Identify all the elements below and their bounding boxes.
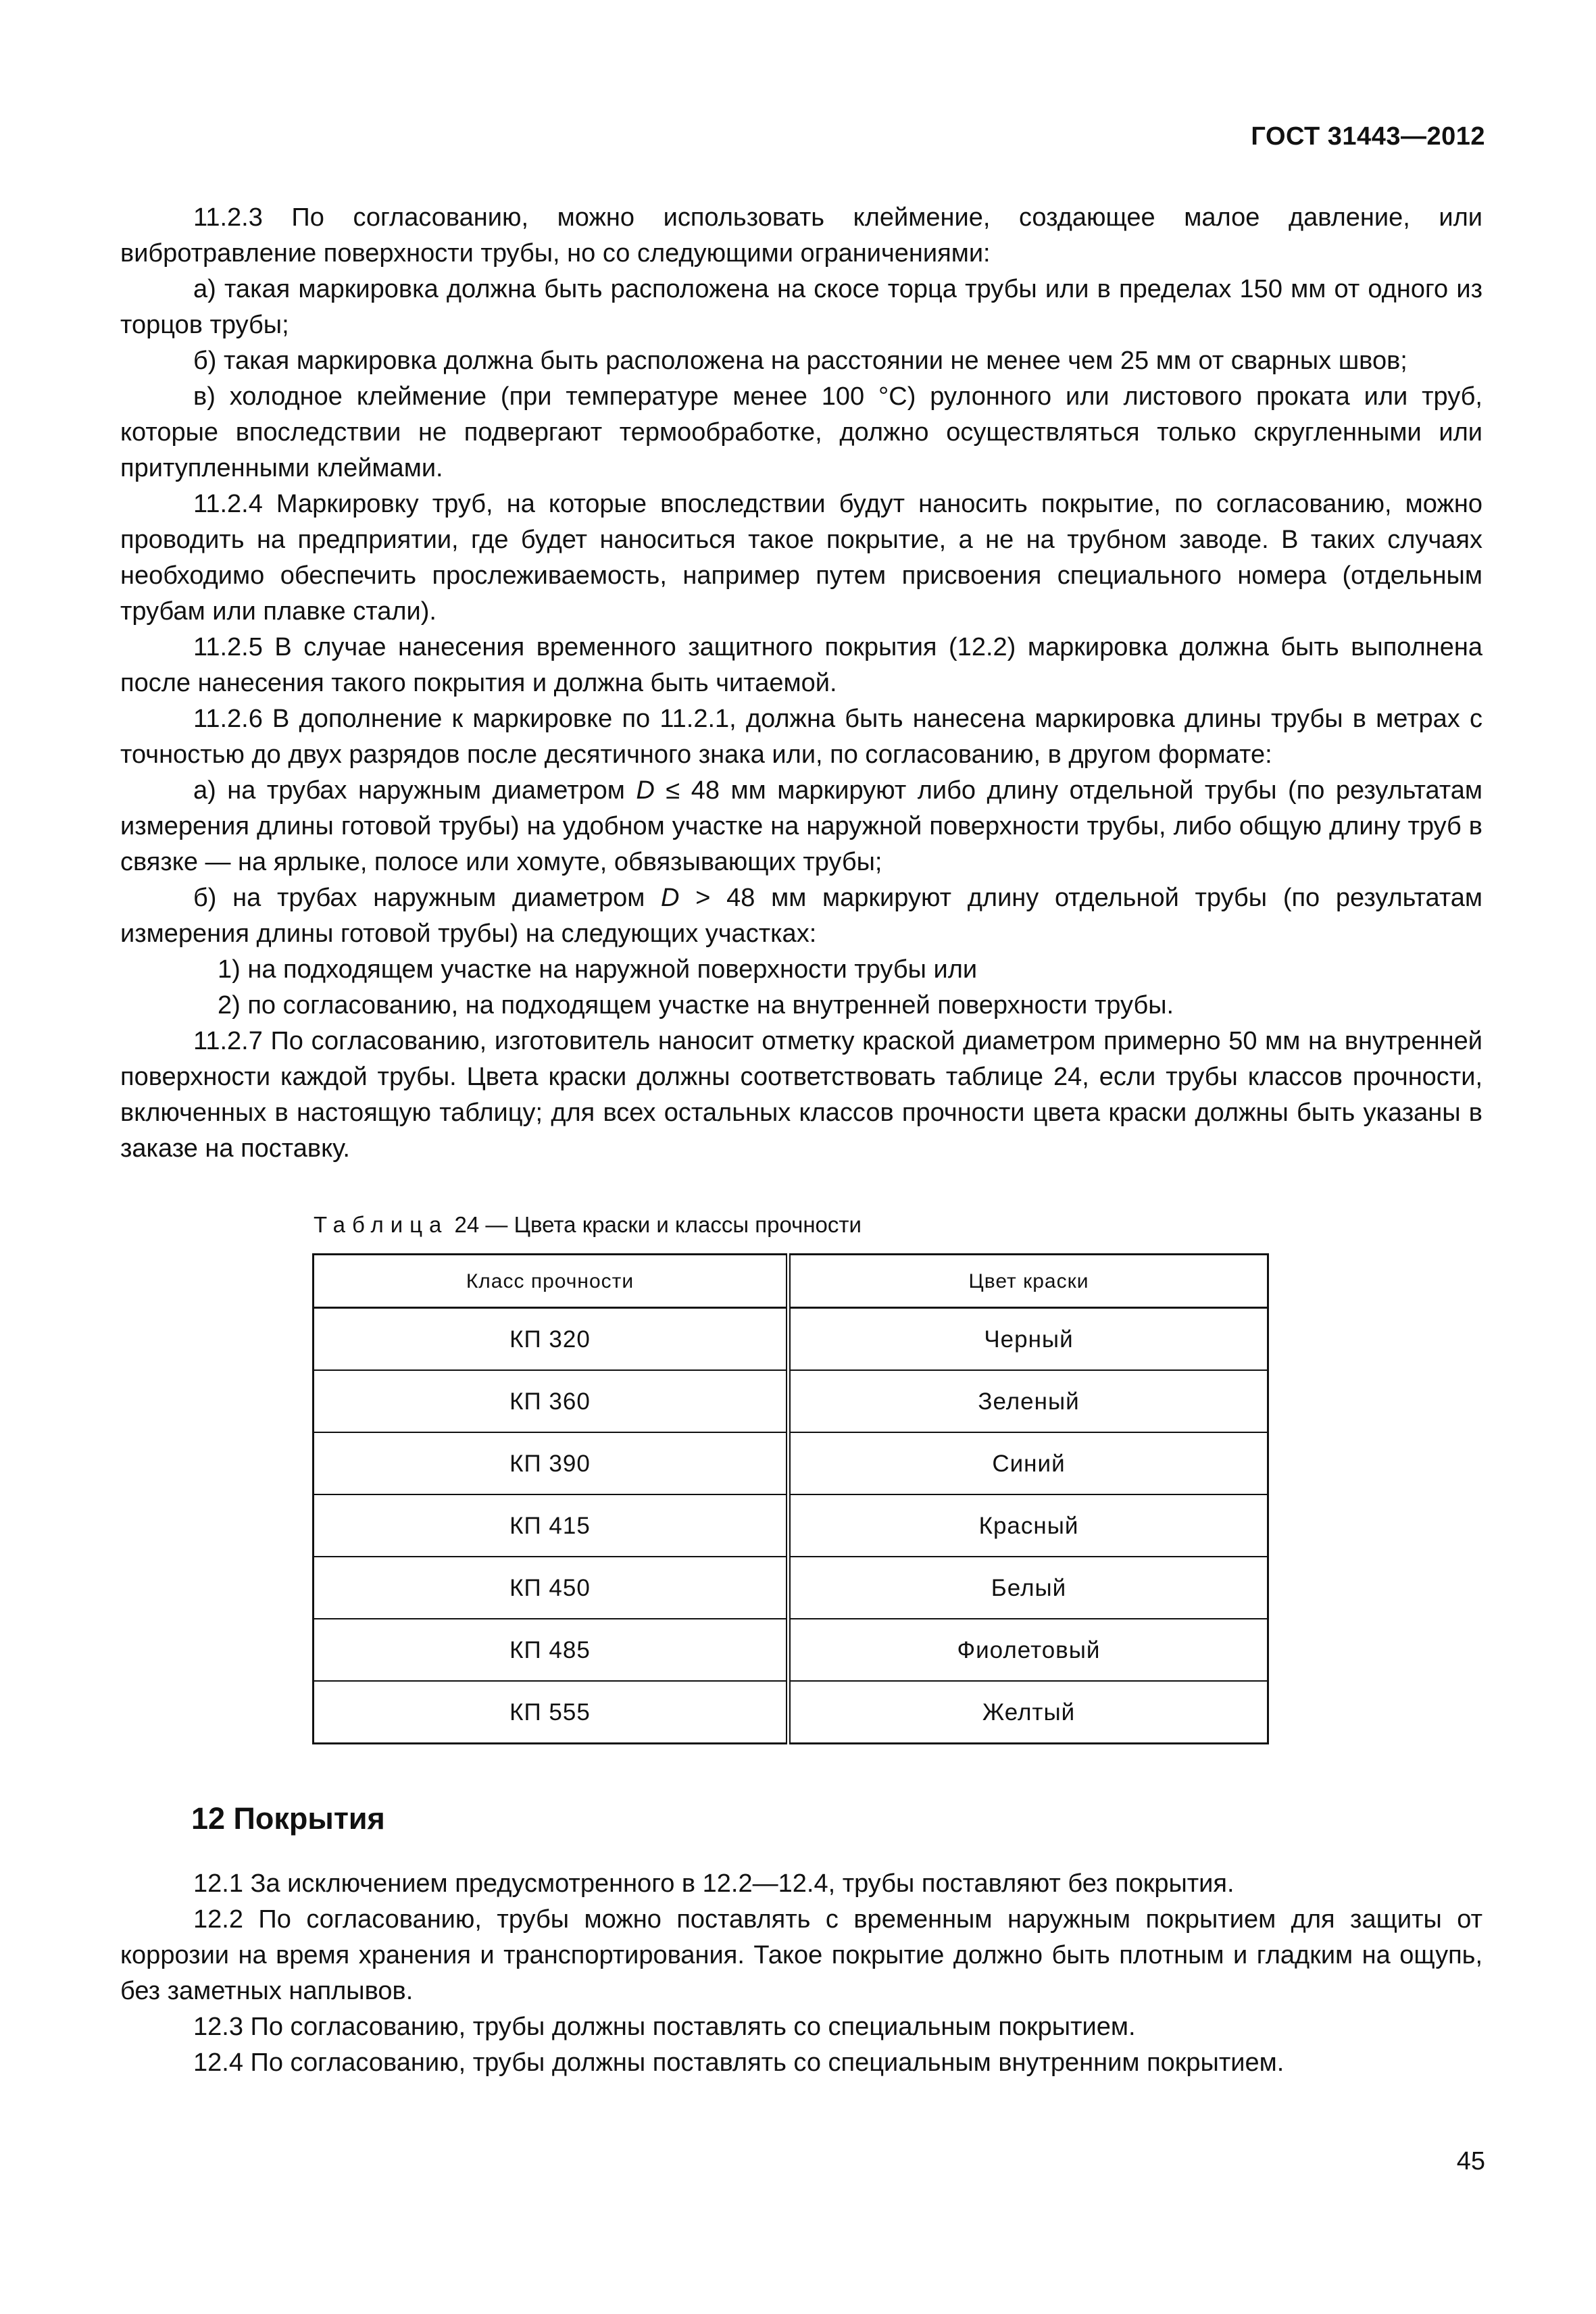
paragraph-11-2-6: 11.2.6 В дополнение к маркировке по 11.2.1, должна быть нанесена маркировка длины трубы в метрах с точностью до двух разрядов после десятичного знака или, по согласованию, в другом формате:	[120, 705, 1482, 769]
table-caption	[314, 1210, 1482, 1240]
paragraph-12-4: 12.4 По согласованию, трубы должны поставлять со специальным внутренним покрытием.	[193, 2048, 1285, 2077]
table-header-row	[314, 1255, 1268, 1308]
table-row	[314, 1681, 1268, 1744]
text-fragment: б) на трубах наружным диаметром	[193, 884, 662, 912]
strength-class-cell: КП 360	[314, 1370, 789, 1432]
paragraph-12-1: 12.1 За исключением предусмотренного в 12.2—12.4, трубы поставляют без покрытия.	[193, 1869, 1235, 1898]
table-row	[314, 1619, 1268, 1681]
paragraph-11-2-3-c: в) холодное клеймение (при температуре менее 100 °С) рулонного или листового проката или труб, которые впоследствии не подвергают термообработке, должно осуществляться только скругленными или притупленными клеймами.	[120, 382, 1482, 482]
paragraph-11-2-6-b	[120, 880, 1482, 952]
standard-code: ГОСТ 31443—2012	[1251, 122, 1485, 151]
paint-color-cell: Синий	[789, 1432, 1268, 1494]
strength-class-cell: КП 415	[314, 1494, 789, 1557]
paint-color-cell: Желтый	[789, 1681, 1268, 1744]
strength-class-cell: КП 320	[314, 1308, 789, 1371]
text-fragment: а) на трубах наружным диаметром	[193, 776, 637, 805]
table-row	[314, 1370, 1268, 1432]
paragraph-11-2-6-item-2: 2) по согласованию, на подходящем участке на внутренней поверхности трубы.	[218, 991, 1174, 1020]
paint-color-cell: Черный	[789, 1308, 1268, 1371]
column-header-strength-class: Класс прочности	[314, 1255, 789, 1308]
strength-class-cell: КП 485	[314, 1619, 789, 1681]
paragraph-11-2-3-b: б) такая маркировка должна быть расположена на расстоянии не менее чем 25 мм от сварных швов;	[193, 347, 1407, 375]
paint-color-cell: Красный	[789, 1494, 1268, 1557]
strength-class-cell: КП 390	[314, 1432, 789, 1494]
paragraph-11-2-5: 11.2.5 В случае нанесения временного защитного покрытия (12.2) маркировка должна быть выполнена после нанесения такого покрытия и должна быть читаемой.	[120, 633, 1482, 697]
text-fragment: ≤ 48 мм маркируют либо длину отдельной трубы (по результатам измерения длины готовой трубы) на удобном участке на наружной поверхности трубы, либо общую длину труб в связке — на ярлыке, полосе или хомуте, обвязывающих трубы;	[120, 776, 1483, 876]
paragraph-11-2-6-a	[120, 773, 1482, 880]
paint-color-cell: Фиолетовый	[789, 1619, 1268, 1681]
section-12-title: 12 Покрытия	[191, 1801, 385, 1836]
table-row	[314, 1308, 1268, 1371]
page-number: 45	[1456, 2147, 1485, 2175]
paint-color-table	[312, 1253, 1269, 1744]
table-caption-title: 24 — Цвета краски и классы прочности	[448, 1212, 862, 1237]
paragraph-12-2: 12.2 По согласованию, трубы можно поставлять с временным наружным покрытием для защиты от коррозии на время хранения и транспортирования. Такое покрытие должно быть плотным и гладким на ощупь, без заметных наплывов.	[120, 1905, 1482, 2005]
diameter-variable: D	[636, 776, 655, 805]
table-row	[314, 1494, 1268, 1557]
paragraph-11-2-3: 11.2.3 По согласованию, можно использовать клеймение, создающее малое давление, или вибротравление поверхности трубы, но со следующими ограничениями:	[120, 203, 1482, 268]
paint-color-cell: Зеленый	[789, 1370, 1268, 1432]
table-caption-label: Таблица	[314, 1212, 449, 1237]
text-fragment: > 48 мм маркируют длину отдельной трубы (по результатам измерения длины готовой трубы) на следующих участках:	[120, 884, 1482, 948]
paragraph-11-2-4: 11.2.4 Маркировку труб, на которые впоследствии будут наносить покрытие, по согласованию, можно проводить на предприятии, где будет наноситься такое покрытие, а не на трубном заводе. В таких случаях необходимо обеспечить прослеживаемость, например путем присвоения специального номера (отдельным трубам или плавке стали).	[120, 490, 1482, 626]
column-header-paint-color: Цвет краски	[789, 1255, 1268, 1308]
paragraph-11-2-6-item-1: 1) на подходящем участке на наружной поверхности трубы или	[218, 955, 978, 984]
table-row	[314, 1557, 1268, 1619]
paragraph-11-2-3-a: а) такая маркировка должна быть расположена на скосе торца трубы или в пределах 150 мм от одного из торцов трубы;	[120, 275, 1482, 339]
strength-class-cell: КП 555	[314, 1681, 789, 1744]
page-body	[120, 200, 1482, 2081]
table-row	[314, 1432, 1268, 1494]
paragraph-11-2-7: 11.2.7 По согласованию, изготовитель наносит отметку краской диаметром примерно 50 мм на внутренней поверхности каждой трубы. Цвета краски должны соответствовать таблице 24, если трубы классов прочности, включенных в настоящую таблицу; для всех остальных классов прочности цвета краски должны быть указаны в заказе на поставку.	[120, 1027, 1482, 1163]
paint-color-cell: Белый	[789, 1557, 1268, 1619]
diameter-variable: D	[661, 884, 680, 912]
paragraph-12-3: 12.3 По согласованию, трубы должны поставлять со специальным покрытием.	[193, 2013, 1136, 2041]
strength-class-cell: КП 450	[314, 1557, 789, 1619]
